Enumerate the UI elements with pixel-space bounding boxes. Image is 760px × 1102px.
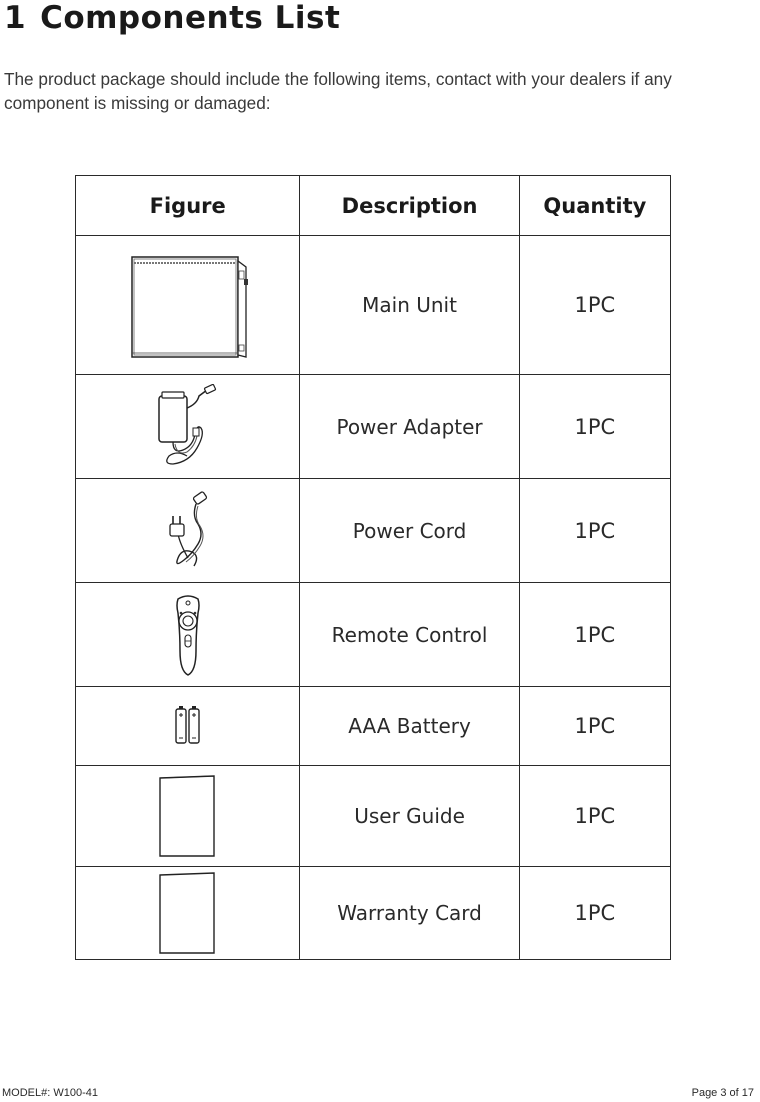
quantity-cell: 1PC [519,583,670,687]
footer-page-number: Page 3 of 17 [691,1087,754,1099]
table-row [76,583,671,687]
intro-text: The product package should include the following items, contact with your dealers if any component is missing or damaged: [4,69,672,113]
section-heading [4,0,340,36]
description-cell: Power Cord [300,479,519,583]
figure-cell [76,583,300,687]
main-unit-icon [126,249,250,361]
description-cell: Power Adapter [300,375,519,479]
section-title: Components List [40,0,341,36]
quantity-cell: 1PC [519,867,670,960]
section-number: 1 [4,0,27,36]
header-quantity: Quantity [519,176,670,236]
figure-cell [76,687,300,766]
table-row [76,766,671,867]
components-table [75,175,671,960]
quantity-cell: 1PC [519,375,670,479]
header-description: Description [300,176,519,236]
table-row [76,236,671,375]
quantity-cell: 1PC [519,687,670,766]
table-row [76,479,671,583]
figure-cell [76,375,300,479]
description-cell: User Guide [300,766,519,867]
figure-cell [76,867,300,960]
power-cord-icon [158,488,218,574]
description-cell: Remote Control [300,583,519,687]
table-row [76,375,671,479]
warranty-card-icon [158,871,218,955]
quantity-cell: 1PC [519,479,670,583]
user-guide-icon [158,774,218,858]
description-cell: AAA Battery [300,687,519,766]
table-row [76,687,671,766]
footer-model: MODEL#: W100-41 [2,1087,98,1099]
description-cell: Main Unit [300,236,519,375]
quantity-cell: 1PC [519,236,670,375]
remote-control-icon [166,591,210,679]
figure-cell [76,766,300,867]
power-adapter-icon [153,384,223,470]
table-row [76,867,671,960]
description-cell: Warranty Card [300,867,519,960]
table-header-row [76,176,671,236]
header-figure: Figure [76,176,300,236]
figure-cell [76,236,300,375]
aaa-battery-icon [173,705,203,747]
figure-cell [76,479,300,583]
quantity-cell: 1PC [519,766,670,867]
